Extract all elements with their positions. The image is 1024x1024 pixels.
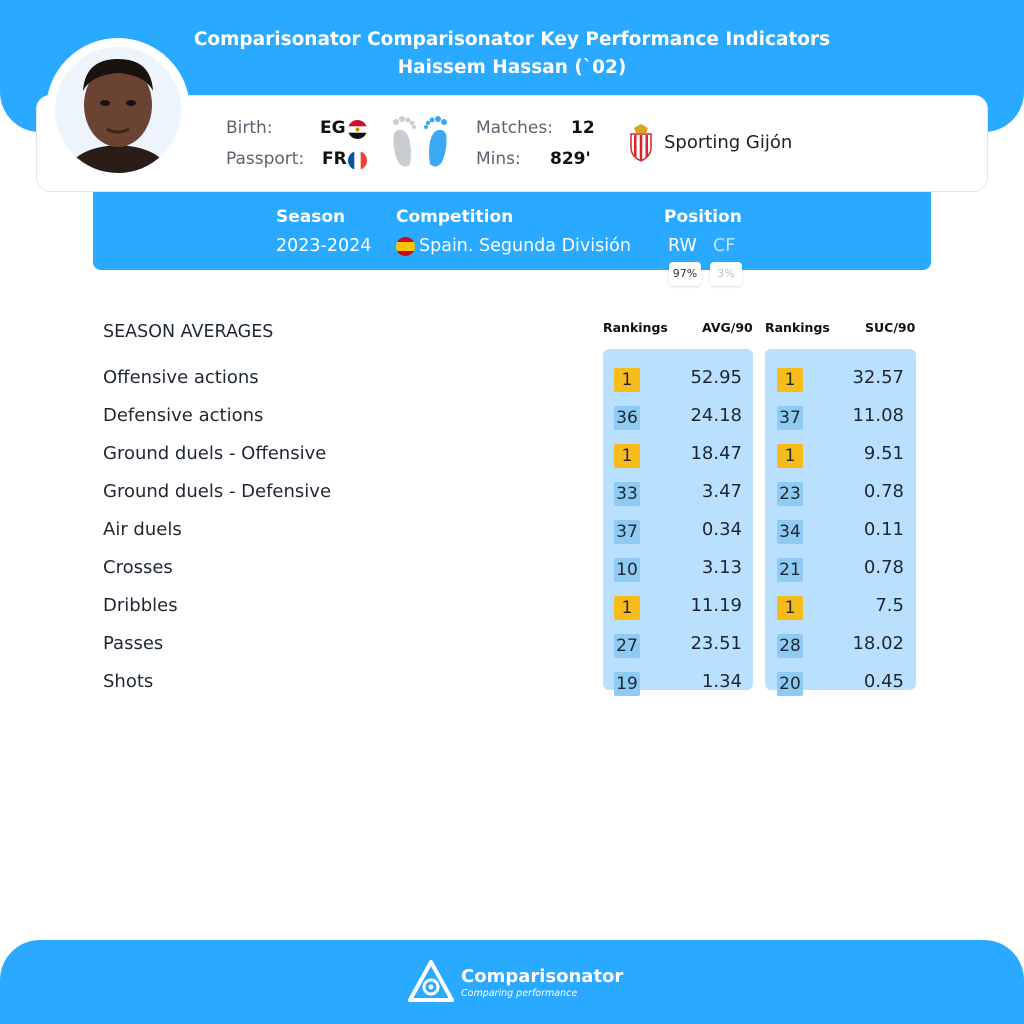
- suc-value: 0.78: [863, 557, 904, 578]
- france-flag-icon: [348, 151, 367, 170]
- competition-value: Spain. Segunda División: [419, 236, 631, 256]
- metric-label: Ground duels - Defensive: [103, 481, 332, 502]
- metric-label: Air duels: [103, 519, 182, 540]
- club-crest-icon: [628, 124, 654, 162]
- avg-value: 18.47: [690, 443, 742, 464]
- suc-rank-badge: 23: [777, 482, 803, 506]
- season-value: 2023-2024: [276, 236, 372, 256]
- suc-value: 0.11: [863, 519, 904, 540]
- avg-rank-badge: 1: [614, 596, 640, 620]
- position-primary-share: 97%: [669, 262, 701, 286]
- section-title: SEASON AVERAGES: [103, 322, 274, 342]
- metric-label: Crosses: [103, 557, 173, 578]
- col-suc: SUC/90: [865, 320, 916, 335]
- suc-rank-badge: 37: [777, 406, 803, 430]
- position-primary: RW: [668, 236, 697, 256]
- suc-rank-badge: 1: [777, 596, 803, 620]
- passport-label: Passport:: [226, 149, 305, 169]
- metric-label: Offensive actions: [103, 367, 259, 388]
- avg-value: 3.13: [701, 557, 742, 578]
- metric-label: Shots: [103, 671, 154, 692]
- avg-rank-badge: 19: [614, 672, 640, 696]
- suc-value: 0.45: [863, 671, 904, 692]
- suc-rank-badge: 1: [777, 368, 803, 392]
- suc-rank-badge: 34: [777, 520, 803, 544]
- col-rankings-avg: Rankings: [603, 320, 668, 335]
- suc-rank-badge: 20: [777, 672, 803, 696]
- avg-value: 24.18: [690, 405, 742, 426]
- title-line-2: Haissem Hassan (`02): [397, 57, 627, 78]
- footer-brand: Comparisonator: [461, 966, 624, 987]
- col-rankings-suc: Rankings: [765, 320, 830, 335]
- footer-tagline: Comparing performance: [461, 988, 578, 999]
- avg-rank-badge: 1: [614, 368, 640, 392]
- avg-value: 23.51: [690, 633, 742, 654]
- birth-label: Birth:: [226, 118, 273, 138]
- player-photo: [55, 47, 181, 173]
- competition-label: Competition: [396, 207, 514, 227]
- position-label: Position: [664, 207, 742, 227]
- position-secondary-share: 3%: [710, 262, 742, 286]
- suc-rank-badge: 21: [777, 558, 803, 582]
- suc-value: 32.57: [852, 367, 904, 388]
- passport-country: FR: [322, 149, 347, 169]
- metric-label: Passes: [103, 633, 164, 654]
- position-secondary: CF: [713, 236, 736, 256]
- season-label: Season: [276, 207, 346, 227]
- avg-rank-badge: 37: [614, 520, 640, 544]
- avg-value: 1.34: [701, 671, 742, 692]
- avg-value: 11.19: [690, 595, 742, 616]
- suc-value: 11.08: [852, 405, 904, 426]
- suc-value: 7.5: [875, 595, 904, 616]
- avg-rank-badge: 36: [614, 406, 640, 430]
- mins-value: 829': [550, 149, 591, 169]
- suc-value: 9.51: [863, 443, 904, 464]
- avg-value: 3.47: [701, 481, 742, 502]
- feet-icon: [388, 112, 452, 172]
- mins-label: Mins:: [476, 149, 521, 169]
- matches-value: 12: [571, 118, 595, 138]
- avg-value: 0.34: [701, 519, 742, 540]
- avg-rank-badge: 33: [614, 482, 640, 506]
- metric-label: Defensive actions: [103, 405, 264, 426]
- spain-flag-icon: [396, 237, 415, 256]
- col-avg: AVG/90: [702, 320, 753, 335]
- matches-label: Matches:: [476, 118, 553, 138]
- suc-rank-badge: 1: [777, 444, 803, 468]
- avg-value: 52.95: [690, 367, 742, 388]
- birth-country: EG: [320, 118, 346, 138]
- suc-value: 18.02: [852, 633, 904, 654]
- avg-rank-badge: 27: [614, 634, 640, 658]
- egypt-flag-icon: [348, 120, 367, 139]
- suc-rank-badge: 28: [777, 634, 803, 658]
- avg-rank-badge: 1: [614, 444, 640, 468]
- season-band: [93, 192, 931, 270]
- title-line-1: Comparisonator Comparisonator Key Performance Indicators: [193, 29, 831, 50]
- comparisonator-logo-icon: [408, 960, 454, 1002]
- club-name: Sporting Gijón: [664, 132, 793, 153]
- avg-rank-badge: 10: [614, 558, 640, 582]
- suc-value: 0.78: [863, 481, 904, 502]
- metric-label: Dribbles: [103, 595, 178, 616]
- metric-label: Ground duels - Offensive: [103, 443, 327, 464]
